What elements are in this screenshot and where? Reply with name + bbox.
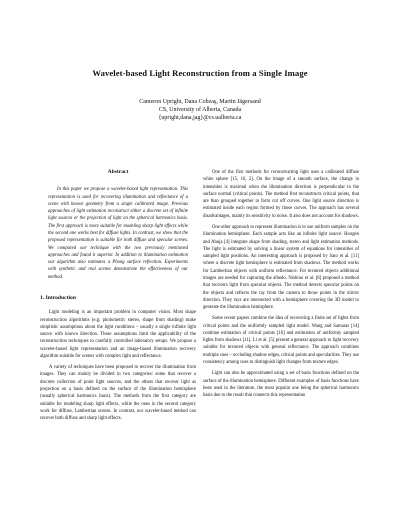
body-paragraph: One of the first methods for reconstructing light uses a calibrated diffuse white sphere [15, 16, 2]. On the image of a smooth surface, the change in intensities is maximal when the illumination direction is perpendicular to the surface normal (critical points). The method first reconstructs critical points, that are than grouped together to form cut off curves. One light source direction is estimated inside each region formed by those curves. The approach has several disadvantages, mainly its sensitivity to noise. It also does not account for shadows. xyxy=(203,170,359,219)
body-paragraph: Some recent papers combine the idea of recovering a finite set of lights from critical points and the uniformly sampled light model. Wang and Samaras [14] combine estimation of critical points [16] and estimation of uniformly sampled lights from shadows [11]. Li et al. [5] present a general approach to light recovery suitable for textured objects with general reflectance. The approach combines multiple cues – occluding shadow edges, critical points and specularities. They use consistency among cues to distinguish light changes from texture edges. xyxy=(203,316,359,366)
intro-paragraph: A variety of techniques have been proposed to recover the illumination from images. They can mainly be divided in two categories: some that recover a discrete collection of point light sources, and the others that recover light as projection on a basis defined on the surface of the illumination hemisphere (usually spherical harmonics basis). The methods from the first category are suitable for modeling sharp light effects, while the ones in the second category work for diffuse, Lambertian scenes. In contrast, our wavelet-based method can recover both diffuse and sharp light effects. xyxy=(40,365,196,422)
abstract-heading: Abstract xyxy=(107,169,129,175)
left-column xyxy=(40,169,196,426)
author-names: Cameron Upright, Dana Cobzaş, Martin Jägersand xyxy=(139,99,261,105)
body-paragraph: One other approach to represent illumination is to use uniform samples on the illumination hemisphere. Each sample acts like an infinite light source. Hoogen and Ahuja [4] integrate shape from shading, stereo and light estimation methods. The light is estimated by solving a linear system of equations for intensities of sampled light positions. An interesting approach is proposed by Sato et al. [11] where a discrete light hemisphere is estimated from shadows. The method works for Lambertian objects with uniform reflectance. For textured objects additional images are needed for capturing the albedo. Nishino et al. [8] proposed a method that recovers light from specular objects. The method detects specular points on the objects and reflects the ray from the camera to those points in the mirror direction. They rays are intersected with a hemisphere covering the 3D model to generate the illumination hemisphere. xyxy=(203,224,359,311)
body-paragraph: Light can also be approximated using a set of basis functions defined on the surface of the illumination hemisphere. Different examples of basis functions have been used in the literature, the most popular one being the spherical harmonics basis due to the result that connects this representation xyxy=(203,371,359,399)
author-block xyxy=(0,98,400,122)
author-email: {upright,dana,jag}@cs.ualberta.ca xyxy=(158,115,242,121)
abstract-text: In this paper we propose a wavelet-based light representation. This representation is used for recovering illumination and reflectance of a scene with known geometry from a single calibrated image. Previous approaches of light estimation reconstruct either a discrete set of infinite light sources or the projection of light on the spherical harmonics basis. The first approach is more suitable for modeling sharp light effects while the second one works best for diffuse lights. In contrast, we show that the proposed representation is suitable for both diffuse and specular scenes. We compared our technique with the two previously mentioned approaches and found it superior. In addition to illumination estimation our algorithm also estimates a Phong surface reflection. Experiments with synthetic and real scenes demonstrate the effectiveness of our method. xyxy=(48,187,188,280)
right-column xyxy=(203,169,359,403)
intro-paragraph: Light modeling is an important problem in computer vision. Most shape reconstruction algorithms (e.g; photometric stereo, shape from shading) make simplistic assumptions about the light conditions – usually a single infinite light source with known direction. These assumptions limit the applicability of the reconstruction techniques to carefully controlled laboratory setups. We propose a wavelet-based light representation and an image-based illumination recovery algorithm suitable for scenes with complex light and reflectance. xyxy=(40,310,196,359)
author-affiliation: CS, University of Alberta, Canada xyxy=(158,107,242,113)
abstract-body xyxy=(40,186,196,281)
introduction-heading: 1. Introduction xyxy=(40,294,76,301)
paper-title: Wavelet-based Light Reconstruction from a Single Image xyxy=(92,68,308,78)
